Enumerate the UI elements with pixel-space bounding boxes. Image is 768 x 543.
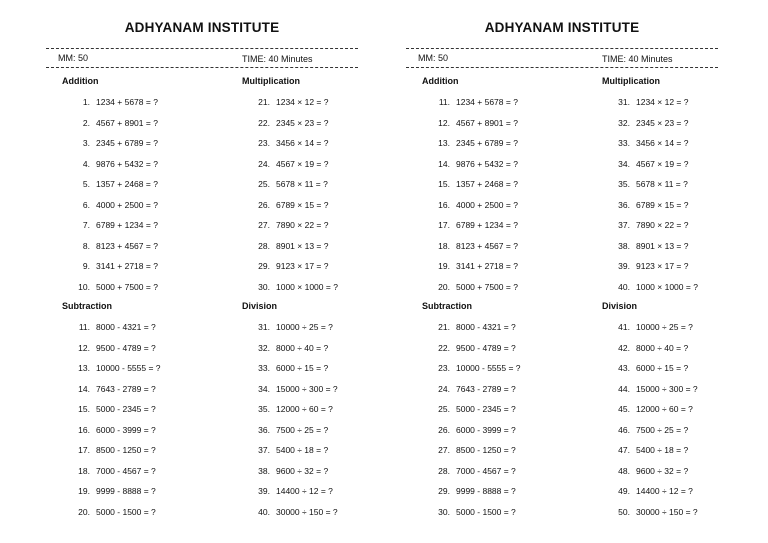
question-item — [424, 177, 518, 191]
dashed-divider-top — [46, 48, 358, 49]
question-text: 9999 - 8888 = ? — [96, 486, 156, 496]
question-item — [604, 464, 688, 478]
question-text: 12000 ÷ 60 = ? — [636, 404, 693, 414]
question-text: 6789 + 1234 = ? — [96, 220, 158, 230]
question-text: 1000 × 1000 = ? — [636, 281, 698, 292]
question-item — [64, 157, 158, 171]
question-item — [64, 116, 158, 130]
question-item — [604, 259, 688, 273]
question-text: 8500 - 1250 = ? — [96, 445, 156, 455]
question-number: 48. — [618, 465, 630, 476]
question-number: 25. — [438, 404, 450, 414]
question-item — [604, 341, 688, 355]
question-item — [424, 136, 518, 150]
question-item — [424, 505, 516, 519]
question-text: 10000 ÷ 25 = ? — [276, 322, 333, 332]
question-item — [244, 320, 333, 334]
question-number: 27. — [258, 220, 270, 230]
question-text: 3141 + 2718 = ? — [456, 261, 518, 271]
question-number: 22. — [258, 117, 270, 128]
question-number: 30. — [438, 506, 450, 517]
question-text: 8123 + 4567 = ? — [456, 240, 518, 251]
question-number: 36. — [258, 424, 270, 435]
question-text: 2345 × 23 = ? — [636, 117, 689, 128]
question-text: 5000 + 7500 = ? — [96, 281, 158, 292]
question-text: 8000 - 4321 = ? — [456, 322, 516, 332]
question-item — [604, 443, 688, 457]
question-item — [424, 116, 518, 130]
question-number: 26. — [258, 199, 270, 210]
question-text: 6000 - 3999 = ? — [96, 424, 156, 435]
question-text: 8000 ÷ 40 = ? — [276, 342, 329, 353]
question-number: 19. — [438, 261, 450, 271]
question-item — [424, 198, 518, 212]
question-text: 4567 × 19 = ? — [276, 158, 329, 169]
question-item — [64, 505, 156, 519]
dashed-divider-bottom — [46, 67, 358, 68]
question-text: 8000 ÷ 40 = ? — [636, 342, 689, 353]
question-item — [64, 484, 156, 498]
question-text: 3141 + 2718 = ? — [96, 261, 158, 271]
question-text: 7890 × 22 = ? — [276, 220, 329, 230]
question-text: 10000 ÷ 25 = ? — [636, 322, 693, 332]
question-number: 39. — [618, 261, 630, 271]
question-number: 4. — [82, 158, 90, 169]
question-text: 6000 - 3999 = ? — [456, 424, 516, 435]
question-text: 10000 - 5555 = ? — [456, 363, 521, 373]
question-number: 37. — [258, 445, 270, 455]
question-item — [244, 218, 328, 232]
question-item — [604, 361, 688, 375]
worksheet-right — [406, 0, 718, 543]
question-text: 3456 × 14 = ? — [636, 138, 689, 148]
question-text: 2345 × 23 = ? — [276, 117, 329, 128]
question-item — [64, 177, 158, 191]
section-heading-subtraction: Subtraction — [422, 301, 473, 311]
question-item — [244, 382, 338, 396]
question-number: 26. — [438, 424, 450, 435]
question-item — [424, 218, 518, 232]
institute-title: ADHYANAM INSTITUTE — [484, 20, 640, 35]
question-text: 9500 - 4789 = ? — [96, 342, 156, 353]
question-number: 2. — [82, 117, 90, 128]
question-item — [424, 484, 516, 498]
question-number: 35. — [618, 179, 630, 189]
question-number: 21. — [258, 97, 270, 107]
question-text: 4567 + 8901 = ? — [456, 117, 518, 128]
question-text: 4567 × 19 = ? — [636, 158, 689, 169]
question-text: 15000 ÷ 300 = ? — [276, 383, 338, 394]
question-item — [604, 95, 688, 109]
question-number: 10. — [78, 281, 90, 292]
question-number: 33. — [618, 138, 630, 148]
question-number: 16. — [438, 199, 450, 210]
question-number: 14. — [438, 158, 450, 169]
institute-title: ADHYANAM INSTITUTE — [124, 20, 280, 35]
question-text: 5000 - 1500 = ? — [96, 506, 156, 517]
question-item — [244, 341, 328, 355]
question-item — [64, 136, 158, 150]
question-item — [604, 484, 693, 498]
question-text: 8901 × 13 = ? — [636, 240, 689, 251]
question-text: 15000 ÷ 300 = ? — [636, 383, 698, 394]
question-number: 1. — [82, 97, 90, 107]
question-item — [244, 259, 328, 273]
question-text: 8123 + 4567 = ? — [96, 240, 158, 251]
question-item — [64, 280, 158, 294]
question-number: 39. — [258, 486, 270, 496]
section-heading-multiplication: Multiplication — [602, 76, 660, 86]
question-number: 40. — [618, 281, 630, 292]
question-number: 18. — [78, 465, 90, 476]
question-number: 38. — [618, 240, 630, 251]
max-marks: MM: 50 — [58, 53, 89, 63]
question-number: 41. — [618, 322, 630, 332]
question-number: 11. — [438, 97, 450, 107]
question-number: 17. — [78, 445, 90, 455]
question-text: 1357 + 2468 = ? — [96, 179, 158, 189]
question-text: 7500 ÷ 25 = ? — [636, 424, 689, 435]
question-item — [244, 239, 328, 253]
question-number: 50. — [618, 506, 630, 517]
question-number: 24. — [438, 383, 450, 394]
question-number: 28. — [258, 240, 270, 251]
question-item — [604, 423, 688, 437]
question-text: 7500 ÷ 25 = ? — [276, 424, 329, 435]
max-marks: MM: 50 — [418, 53, 449, 63]
question-number: 19. — [78, 486, 90, 496]
question-number: 18. — [438, 240, 450, 251]
question-text: 9876 + 5432 = ? — [456, 158, 518, 169]
question-number: 17. — [438, 220, 450, 230]
question-number: 12. — [438, 117, 450, 128]
question-number: 13. — [78, 363, 90, 373]
question-text: 9600 ÷ 32 = ? — [276, 465, 329, 476]
question-item — [244, 423, 328, 437]
question-number: 29. — [438, 486, 450, 496]
question-text: 9123 × 17 = ? — [276, 261, 329, 271]
question-number: 12. — [78, 342, 90, 353]
question-item — [244, 443, 328, 457]
worksheet-left — [46, 0, 358, 543]
section-heading-division: Division — [242, 301, 278, 311]
question-text: 9123 × 17 = ? — [636, 261, 689, 271]
question-text: 2345 + 6789 = ? — [456, 138, 518, 148]
question-item — [604, 218, 688, 232]
question-text: 4567 + 8901 = ? — [96, 117, 158, 128]
question-item — [244, 198, 328, 212]
question-item — [424, 443, 516, 457]
question-number: 20. — [438, 281, 450, 292]
question-text: 9876 + 5432 = ? — [96, 158, 158, 169]
question-number: 37. — [618, 220, 630, 230]
question-text: 30000 ÷ 150 = ? — [636, 506, 698, 517]
question-number: 14. — [78, 383, 90, 394]
question-item — [244, 116, 328, 130]
question-item — [424, 402, 516, 416]
question-number: 11. — [78, 322, 90, 332]
time-limit: TIME: 40 Minutes — [602, 54, 673, 64]
question-text: 1000 × 1000 = ? — [276, 281, 338, 292]
question-item — [244, 157, 328, 171]
question-number: 47. — [618, 445, 630, 455]
question-text: 1234 + 5678 = ? — [456, 97, 518, 107]
question-item — [64, 402, 156, 416]
question-number: 34. — [258, 383, 270, 394]
question-text: 6789 × 15 = ? — [636, 199, 689, 210]
question-number: 35. — [258, 404, 270, 414]
question-number: 7. — [82, 220, 90, 230]
question-number: 40. — [258, 506, 270, 517]
question-number: 29. — [258, 261, 270, 271]
section-heading-addition: Addition — [62, 76, 99, 86]
question-number: 33. — [258, 363, 270, 373]
question-number: 30. — [258, 281, 270, 292]
question-number: 43. — [618, 363, 630, 373]
question-number: 22. — [438, 342, 450, 353]
question-item — [424, 382, 516, 396]
question-number: 16. — [78, 424, 90, 435]
question-item — [244, 177, 328, 191]
question-number: 5. — [82, 179, 90, 189]
question-item — [424, 320, 516, 334]
question-text: 6789 × 15 = ? — [276, 199, 329, 210]
question-item — [424, 341, 516, 355]
question-item — [604, 505, 698, 519]
question-number: 24. — [258, 158, 270, 169]
question-number: 15. — [438, 179, 450, 189]
question-number: 42. — [618, 342, 630, 353]
question-item — [604, 382, 698, 396]
question-text: 8901 × 13 = ? — [276, 240, 329, 251]
question-text: 9600 ÷ 32 = ? — [636, 465, 689, 476]
question-text: 4000 + 2500 = ? — [96, 199, 158, 210]
question-text: 12000 ÷ 60 = ? — [276, 404, 333, 414]
question-number: 3. — [82, 138, 90, 148]
section-heading-addition: Addition — [422, 76, 459, 86]
question-item — [244, 361, 328, 375]
question-item — [424, 423, 516, 437]
question-item — [64, 320, 156, 334]
question-item — [604, 280, 698, 294]
question-text: 6000 ÷ 15 = ? — [636, 363, 689, 373]
question-text: 5678 × 11 = ? — [276, 179, 328, 189]
question-item — [64, 95, 158, 109]
question-item — [64, 361, 161, 375]
question-item — [424, 95, 518, 109]
question-number: 25. — [258, 179, 270, 189]
section-heading-subtraction: Subtraction — [62, 301, 113, 311]
question-item — [604, 320, 693, 334]
question-item — [64, 218, 158, 232]
question-item — [64, 259, 158, 273]
section-heading-division: Division — [602, 301, 638, 311]
question-number: 28. — [438, 465, 450, 476]
question-text: 6789 + 1234 = ? — [456, 220, 518, 230]
question-number: 44. — [618, 383, 630, 394]
question-text: 8500 - 1250 = ? — [456, 445, 516, 455]
question-text: 5000 - 2345 = ? — [456, 404, 516, 414]
question-number: 13. — [438, 138, 450, 148]
question-text: 5400 ÷ 18 = ? — [636, 445, 689, 455]
question-item — [244, 136, 328, 150]
question-number: 45. — [618, 404, 630, 414]
question-text: 5678 × 11 = ? — [636, 179, 688, 189]
question-number: 31. — [258, 322, 270, 332]
question-number: 8. — [82, 240, 90, 251]
question-text: 30000 ÷ 150 = ? — [276, 506, 338, 517]
question-item — [424, 157, 518, 171]
question-item — [424, 361, 521, 375]
question-text: 2345 + 6789 = ? — [96, 138, 158, 148]
question-text: 7643 - 2789 = ? — [456, 383, 516, 394]
question-item — [604, 136, 688, 150]
time-limit: TIME: 40 Minutes — [242, 54, 313, 64]
question-item — [424, 259, 518, 273]
question-number: 15. — [78, 404, 90, 414]
question-text: 3456 × 14 = ? — [276, 138, 329, 148]
question-item — [604, 402, 693, 416]
question-number: 27. — [438, 445, 450, 455]
question-number: 20. — [78, 506, 90, 517]
question-number: 21. — [438, 322, 450, 332]
question-text: 1234 × 12 = ? — [276, 97, 329, 107]
question-number: 38. — [258, 465, 270, 476]
question-item — [64, 198, 158, 212]
question-text: 9999 - 8888 = ? — [456, 486, 516, 496]
question-item — [244, 505, 338, 519]
question-number: 46. — [618, 424, 630, 435]
question-text: 14400 ÷ 12 = ? — [636, 486, 693, 496]
question-text: 7000 - 4567 = ? — [456, 465, 516, 476]
question-item — [604, 116, 688, 130]
question-number: 36. — [618, 199, 630, 210]
question-text: 9500 - 4789 = ? — [456, 342, 516, 353]
question-item — [244, 95, 328, 109]
question-item — [244, 464, 328, 478]
question-item — [244, 402, 333, 416]
question-item — [424, 239, 518, 253]
question-item — [64, 423, 156, 437]
question-item — [604, 198, 688, 212]
question-text: 6000 ÷ 15 = ? — [276, 363, 329, 373]
question-item — [424, 280, 518, 294]
question-item — [64, 239, 158, 253]
question-text: 7643 - 2789 = ? — [96, 383, 156, 394]
question-text: 4000 + 2500 = ? — [456, 199, 518, 210]
question-item — [64, 382, 156, 396]
question-item — [244, 280, 338, 294]
question-text: 7000 - 4567 = ? — [96, 465, 156, 476]
question-item — [64, 443, 156, 457]
question-item — [424, 464, 516, 478]
question-text: 7890 × 22 = ? — [636, 220, 689, 230]
question-number: 49. — [618, 486, 630, 496]
question-number: 31. — [618, 97, 630, 107]
question-text: 5400 ÷ 18 = ? — [276, 445, 329, 455]
question-item — [604, 157, 688, 171]
question-text: 5000 - 2345 = ? — [96, 404, 156, 414]
question-text: 1357 + 2468 = ? — [456, 179, 518, 189]
dashed-divider-top — [406, 48, 718, 49]
question-number: 32. — [258, 342, 270, 353]
question-item — [604, 239, 688, 253]
question-number: 23. — [438, 363, 450, 373]
question-number: 32. — [618, 117, 630, 128]
question-text: 1234 + 5678 = ? — [96, 97, 158, 107]
question-text: 5000 + 7500 = ? — [456, 281, 518, 292]
question-number: 6. — [82, 199, 90, 210]
question-text: 10000 - 5555 = ? — [96, 363, 161, 373]
question-item — [64, 464, 156, 478]
question-number: 34. — [618, 158, 630, 169]
question-text: 8000 - 4321 = ? — [96, 322, 156, 332]
question-item — [64, 341, 156, 355]
question-number: 9. — [82, 261, 90, 271]
question-text: 1234 × 12 = ? — [636, 97, 689, 107]
question-text: 5000 - 1500 = ? — [456, 506, 516, 517]
question-number: 23. — [258, 138, 270, 148]
question-item — [244, 484, 333, 498]
section-heading-multiplication: Multiplication — [242, 76, 300, 86]
dashed-divider-bottom — [406, 67, 718, 68]
question-item — [604, 177, 688, 191]
question-text: 14400 ÷ 12 = ? — [276, 486, 333, 496]
